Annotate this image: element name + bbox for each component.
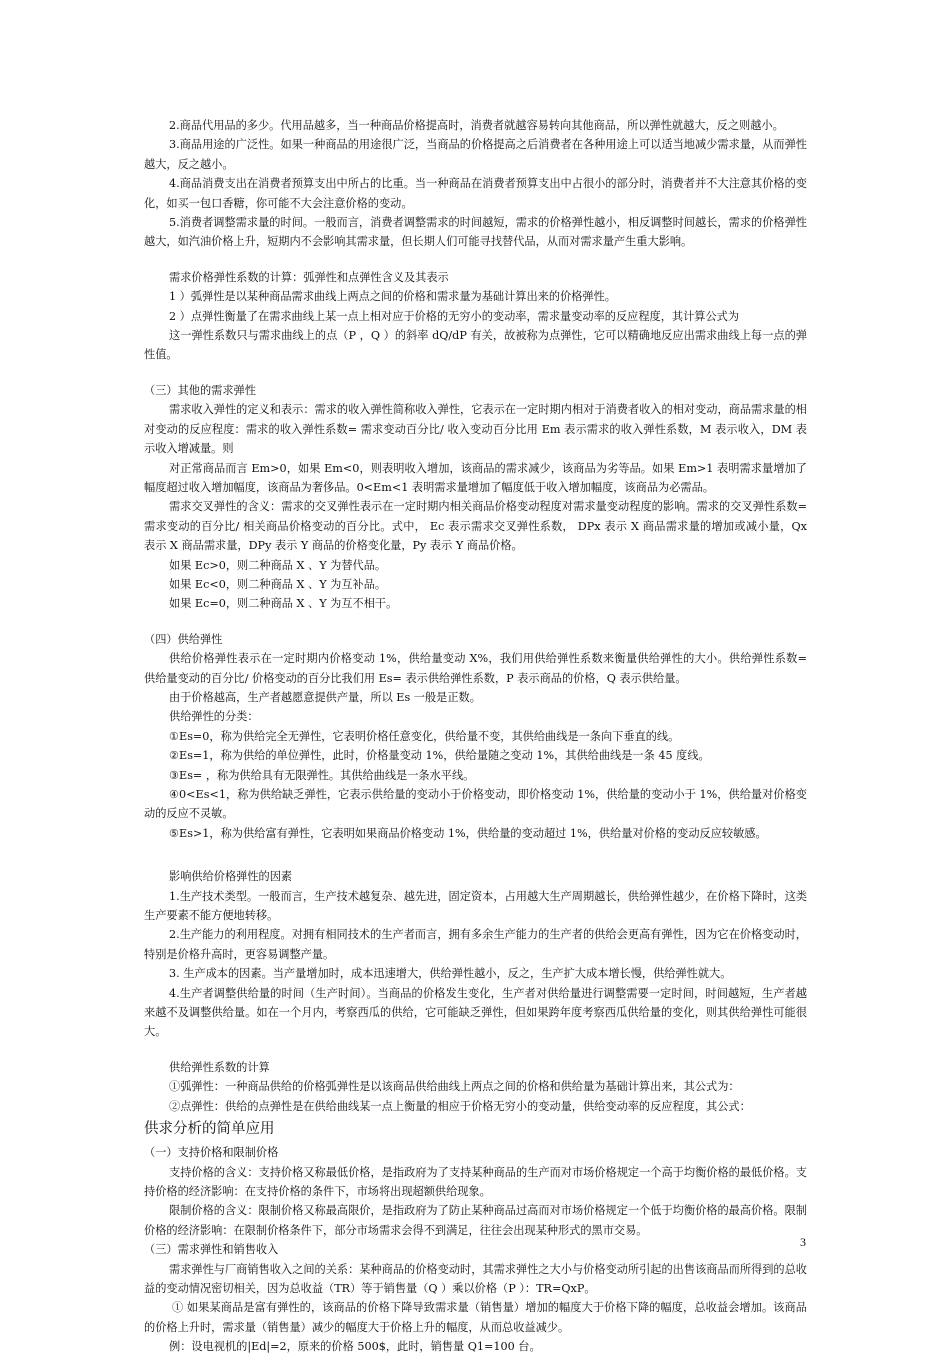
paragraph: 3. 生产成本的因素。当产量增加时，成本迅速增大，供给弹性越小，反之，生产扩大成本增长慢，供给弹性就大。 <box>169 967 732 981</box>
list-item: ①弧弹性：一种商品供给的价格弧弹性是以该商品供给曲线上两点之间的价格和供给量为基础计算出来，其公式为： <box>169 1080 740 1094</box>
list-item: ②点弹性：供给的点弹性是在供给曲线某一点上衡量的相应于价格无穷小的变动量，供给变动率的反应程度，其公式： <box>169 1099 751 1113</box>
section-heading: 供给弹性系数的计算 <box>169 1060 270 1074</box>
paragraph: 4.生产者调整供给量的时间（生产时间）。当商品的价格发生变化，生产者对供给量进行调整需要一定时间，时间越短，生产者越来越不及调整供给量。如在一个月内，考察西瓜的供给，它可能缺乏弹性，但如果跨年度考察西瓜供给量的变化，则其供给弹性可能很大。 <box>144 986 807 1039</box>
spacer <box>144 252 807 268</box>
paragraph: 1.生产技术类型。一般而言，生产技术越复杂、越先进，固定资本，占用越大生产周期越长，供给弹性越少，在价格下降时，这类生产要素不能方便地转移。 <box>144 889 807 923</box>
paragraph: 2 ）点弹性衡量了在需求曲线上某一点上相对应于价格的无穷小的变动率，需求量变动率的反应程度，其计算公式为 <box>169 309 740 323</box>
section-heading: （四）供给弹性 <box>144 632 223 646</box>
paragraph: 限制价格的含义：限制价格又称最高限价，是指政府为了防止某种商品过高而对市场价格规定一个低于均衡价格的最高价格。限制价格的经济影响：在限制价格条件下，部分市场需求会得不到满足，往往会出现某种形式的黑市交易。 <box>144 1204 807 1237</box>
chapter-heading: 供求分析的简单应用 <box>144 1121 275 1138</box>
paragraph: 需求弹性与厂商销售收入之间的关系：某种商品的价格变动时，其需求弹性之大小与价格变动所引起的出售该商品而所得到的总收益的变动情况密切相关，因为总收益（TR）等于销售量（Q ）乘以价格（P ）：TR=QxP。 <box>144 1262 807 1295</box>
page-content <box>144 116 807 1357</box>
section-heading: 需求价格弹性系数的计算：弧弹性和点弹性含义及其表示 <box>169 270 449 284</box>
spacer <box>144 614 807 630</box>
paragraph: 5.消费者调整需求量的时间。一般而言，消费者调整需求的时间越短，需求的价格弹性越小，相反调整时间越长，需求的价格弹性越大，如汽油价格上升，短期内不会影响其需求量，但长期人们可能寻找替代品，从而对需求量产生重大影响。 <box>144 216 807 249</box>
list-item: ①Es=0，称为供给完全无弹性，它表明价格任意变化，供给量不变，其供给曲线是一条向下垂直的线。 <box>169 729 680 743</box>
section-heading: （三）其他的需求弹性 <box>144 383 256 397</box>
paragraph: 由于价格越高，生产者越愿意提供产量，所以 Es 一般是正数。 <box>169 690 481 704</box>
paragraph: 4.商品消费支出在消费者预算支出中所占的比重。当一种商品在消费者预算支出中占很小的部分时，消费者并不大注意其价格的变化，如买一包口香糖，你可能不大会注意价格的变动。 <box>144 177 807 210</box>
page-number: 3 <box>800 1235 806 1249</box>
spacer <box>144 1042 807 1058</box>
paragraph: 2.商品代用品的多少。代用品越多，当一种商品价格提高时，消费者就越容易转向其他商品，所以弹性就越大，反之则越小。 <box>169 119 784 132</box>
paragraph: 如果 Ec>0，则二种商品 X 、Y 为替代品。 <box>169 558 387 572</box>
paragraph: ① 如果某商品是富有弹性的，该商品的价格下降导致需求量（销售量）增加的幅度大于价格下降的幅度，总收益会增加。该商品的价格上升时，需求量（销售量）减少的幅度大于价格上升的幅度，从而总收益减少。 <box>144 1301 807 1334</box>
paragraph: 如果 Ec=0，则二种商品 X 、Y 为互不相干。 <box>169 597 398 611</box>
paragraph: 2.生产能力的利用程度。对拥有相同技术的生产者而言，拥有多余生产能力的生产者的供给会更高有弹性，因为它在价格变动时，特别是价格升高时，更容易调整产量。 <box>144 928 807 961</box>
paragraph: 例：设电视机的|Ed|=2，原来的价格 500$，此时，销售量 Q1=100 台。 <box>169 1340 541 1354</box>
spacer <box>144 843 807 867</box>
section-heading: （三）需求弹性和销售收入 <box>144 1243 279 1257</box>
paragraph: 供给弹性的分类： <box>169 710 259 724</box>
paragraph: 1 ）弧弹性是以某种商品需求曲线上两点之间的价格和需求量为基础计算出来的价格弹性。 <box>169 290 616 304</box>
paragraph: 3.商品用途的广泛性。如果一种商品的用途很广泛，当商品的价格提高之后消费者在各种用途上可以适当地减少需求量，从而弹性越大，反之越小。 <box>144 138 807 171</box>
list-item: ②Es=1，称为供给的单位弹性，此时，价格量变动 1%，供给量随之变动 1%，其供给曲线是一条 45 度线。 <box>169 749 710 763</box>
paragraph: 需求交叉弹性的含义：需求的交叉弹性表示在一定时期内相关商品价格变动程度对需求量变动程度的影响。需求的交叉弹性系数= 需求变动的百分比/ 相关商品价格变动的百分比。式中， Ec 表示需求交叉弹性系数， DPx 表示 X 商品需求量的增加或减小量，Qx 表示 X 商品需求量，DPy 表示 Y 商品的价格变化量，Py 表示 Y 商品价格。 <box>144 500 807 553</box>
list-item: ⑤Es>1，称为供给富有弹性，它表明如果商品价格变动 1%，供给量的变动超过 1%，供给量对价格的变动反应较敏感。 <box>169 826 767 840</box>
spacer <box>144 365 807 381</box>
paragraph: 供给价格弹性表示在一定时期内价格变动 1%，供给量变动 X%，我们用供给弹性系数来衡量供给弹性的大小。供给弹性系数= 供给量变动的百分比/ 价格变动的百分比我们用 Es= 表示供给弹性系数，P 表示商品的价格，Q 表示供给量。 <box>144 652 807 685</box>
paragraph: 这一弹性系数只与需求曲线上的点（P ，Q ）的斜率 dQ/dP 有关，故被称为点弹性，它可以精确地反应出需求曲线上每一点的弹性值。 <box>144 329 807 362</box>
list-item: ④0<Es<1，称为供给缺乏弹性，它表示供给量的变动小于价格变动，即价格变动 1%，供给量的变动小于 1%，供给量对价格变动的反应不灵敏。 <box>144 788 807 821</box>
section-heading: 影响供给价格弹性的因素 <box>169 870 293 884</box>
list-item: ③Es= ，称为供给具有无限弹性。其供给曲线是一条水平线。 <box>169 768 475 782</box>
paragraph: 对正常商品而言 Em>0，如果 Em<0，则表明收入增加，该商品的需求减少，该商品为劣等品。如果 Em>1 表明需求量增加了幅度超过收入增加幅度，该商品为奢侈品。0<Em<1 表明需求量增加了幅度低于收入增加幅度，该商品为必需品。 <box>144 461 807 494</box>
paragraph: 需求收入弹性的定义和表示：需求的收入弹性简称收入弹性，它表示在一定时期内相对于消费者收入的相对变动，商品需求量的相对变动的反应程度：需求的收入弹性系数= 需求变动百分比/ 收入变动百分比用 Em 表示需求的收入弹性系数，M 表示收入，DM 表示收入增减量。则 <box>144 403 807 456</box>
paragraph: 如果 Ec<0，则二种商品 X 、Y 为互补品。 <box>169 577 387 591</box>
section-heading: （一）支持价格和限制价格 <box>144 1146 279 1160</box>
paragraph: 支持价格的含义：支持价格又称最低价格，是指政府为了支持某种商品的生产而对市场价格规定一个高于均衡价格的最低价格。支持价格的经济影响：在支持价格的条件下，市场将出现超额供给现象。 <box>144 1165 807 1198</box>
